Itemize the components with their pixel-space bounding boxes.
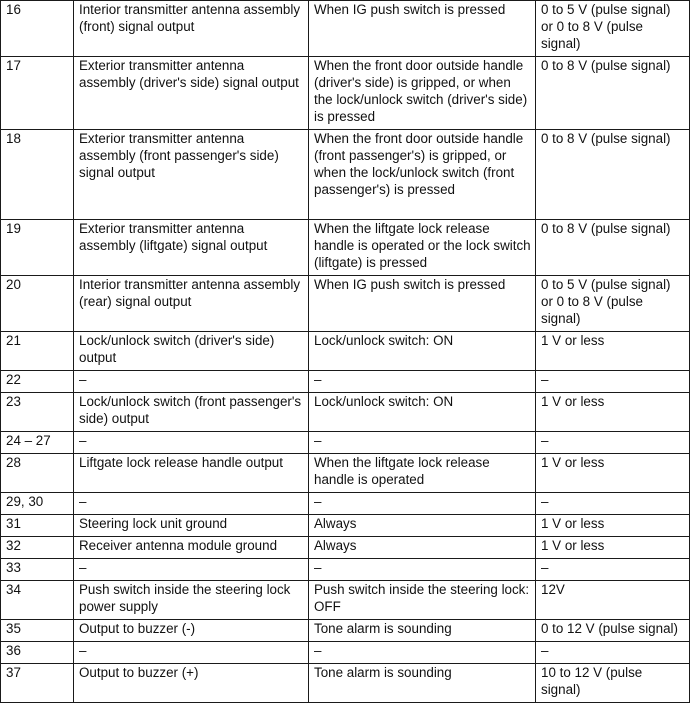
- specification-cell: –: [536, 559, 690, 581]
- description-cell: Lock/unlock switch (front passenger's side) output: [74, 393, 309, 432]
- table-row: [1, 581, 690, 620]
- description-cell: –: [74, 371, 309, 393]
- condition-cell: –: [309, 493, 536, 515]
- specification-cell: 1 V or less: [536, 454, 690, 493]
- table-row: [1, 515, 690, 537]
- terminal-cell: 31: [1, 515, 74, 537]
- description-cell: Liftgate lock release handle output: [74, 454, 309, 493]
- table-row: [1, 1, 690, 57]
- description-cell: –: [74, 642, 309, 664]
- description-cell: Exterior transmitter antenna assembly (front passenger's side) signal output: [74, 130, 309, 220]
- specification-cell: 1 V or less: [536, 393, 690, 432]
- specification-cell: –: [536, 371, 690, 393]
- terminal-cell: 29, 30: [1, 493, 74, 515]
- table-row: [1, 664, 690, 703]
- table-row: [1, 57, 690, 130]
- terminal-cell: 21: [1, 332, 74, 371]
- specification-cell: 12V: [536, 581, 690, 620]
- condition-cell: When the liftgate lock release handle is operated or the lock switch (liftgate) is pressed: [309, 220, 536, 276]
- description-cell: Steering lock unit ground: [74, 515, 309, 537]
- table-row: [1, 393, 690, 432]
- terminal-cell: 22: [1, 371, 74, 393]
- terminal-cell: 35: [1, 620, 74, 642]
- condition-cell: When the front door outside handle (driver's side) is gripped, or when the lock/unlock switch (driver's side) is pressed: [309, 57, 536, 130]
- specification-cell: 0 to 5 V (pulse signal) or 0 to 8 V (pulse signal): [536, 276, 690, 332]
- description-cell: Receiver antenna module ground: [74, 537, 309, 559]
- condition-cell: –: [309, 371, 536, 393]
- description-cell: Push switch inside the steering lock power supply: [74, 581, 309, 620]
- condition-cell: Tone alarm is sounding: [309, 664, 536, 703]
- condition-cell: When IG push switch is pressed: [309, 1, 536, 57]
- table-row: [1, 642, 690, 664]
- table-row: [1, 559, 690, 581]
- specification-cell: 1 V or less: [536, 537, 690, 559]
- terminal-cell: 24 – 27: [1, 432, 74, 454]
- terminal-cell: 36: [1, 642, 74, 664]
- terminal-cell: 37: [1, 664, 74, 703]
- condition-cell: Tone alarm is sounding: [309, 620, 536, 642]
- table-row: [1, 493, 690, 515]
- condition-cell: Always: [309, 515, 536, 537]
- terminal-cell: 16: [1, 1, 74, 57]
- description-cell: Interior transmitter antenna assembly (rear) signal output: [74, 276, 309, 332]
- table-row: [1, 454, 690, 493]
- condition-cell: When the liftgate lock release handle is operated: [309, 454, 536, 493]
- description-cell: Exterior transmitter antenna assembly (driver's side) signal output: [74, 57, 309, 130]
- specification-cell: –: [536, 493, 690, 515]
- specification-cell: 0 to 8 V (pulse signal): [536, 220, 690, 276]
- table-row: [1, 620, 690, 642]
- table-row: [1, 220, 690, 276]
- condition-cell: Lock/unlock switch: ON: [309, 393, 536, 432]
- condition-cell: When the front door outside handle (front passenger's) is gripped, or when the lock/unlock switch (front passenger's) is pressed: [309, 130, 536, 220]
- condition-cell: When IG push switch is pressed: [309, 276, 536, 332]
- terminal-cell: 33: [1, 559, 74, 581]
- specification-cell: 0 to 12 V (pulse signal): [536, 620, 690, 642]
- table-row: [1, 432, 690, 454]
- specification-cell: 0 to 5 V (pulse signal) or 0 to 8 V (pulse signal): [536, 1, 690, 57]
- description-cell: Output to buzzer (-): [74, 620, 309, 642]
- condition-cell: Push switch inside the steering lock: OFF: [309, 581, 536, 620]
- specification-cell: 0 to 8 V (pulse signal): [536, 57, 690, 130]
- table-row: [1, 130, 690, 220]
- description-cell: Output to buzzer (+): [74, 664, 309, 703]
- table-row: [1, 537, 690, 559]
- terminal-cell: 17: [1, 57, 74, 130]
- condition-cell: –: [309, 642, 536, 664]
- description-cell: –: [74, 493, 309, 515]
- description-cell: Lock/unlock switch (driver's side) output: [74, 332, 309, 371]
- terminal-cell: 20: [1, 276, 74, 332]
- terminal-cell: 34: [1, 581, 74, 620]
- description-cell: Exterior transmitter antenna assembly (liftgate) signal output: [74, 220, 309, 276]
- specification-cell: 0 to 8 V (pulse signal): [536, 130, 690, 220]
- specification-cell: 1 V or less: [536, 515, 690, 537]
- terminal-cell: 19: [1, 220, 74, 276]
- condition-cell: –: [309, 559, 536, 581]
- table-row: [1, 332, 690, 371]
- specification-cell: –: [536, 432, 690, 454]
- table-row: [1, 371, 690, 393]
- specification-cell: 1 V or less: [536, 332, 690, 371]
- specification-cell: 10 to 12 V (pulse signal): [536, 664, 690, 703]
- table-row: [1, 276, 690, 332]
- description-cell: Interior transmitter antenna assembly (front) signal output: [74, 1, 309, 57]
- specification-cell: –: [536, 642, 690, 664]
- condition-cell: –: [309, 432, 536, 454]
- terminal-cell: 28: [1, 454, 74, 493]
- terminal-cell: 32: [1, 537, 74, 559]
- condition-cell: Lock/unlock switch: ON: [309, 332, 536, 371]
- terminal-cell: 23: [1, 393, 74, 432]
- description-cell: –: [74, 432, 309, 454]
- description-cell: –: [74, 559, 309, 581]
- condition-cell: Always: [309, 537, 536, 559]
- terminal-cell: 18: [1, 130, 74, 220]
